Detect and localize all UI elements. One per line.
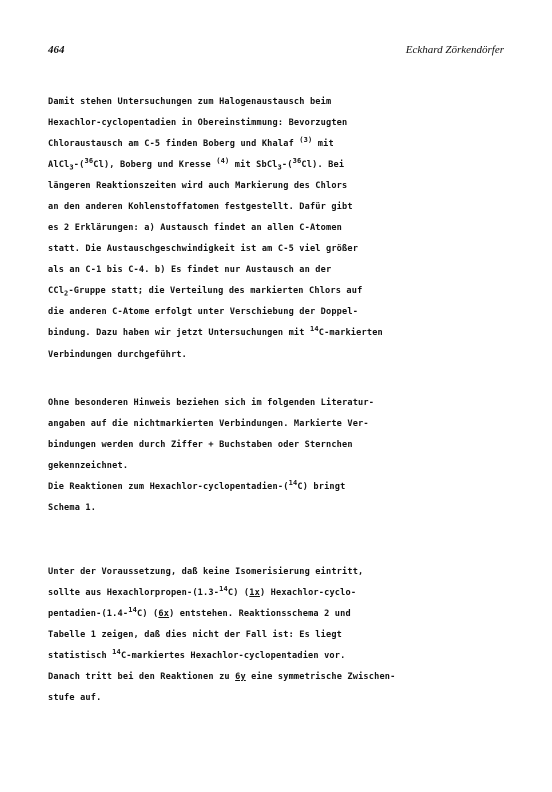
text-line: Damit stehen Untersuchungen zum Halogenaustausch beim [48,97,332,107]
text-line: Unter der Voraussetzung, daß keine Isomerisierung eintritt, [48,567,364,577]
text-line: Verbindungen durchgeführt. [48,350,187,360]
text-line: an den anderen Kohlenstoffatomen festgestellt. Dafür gibt [48,202,353,212]
text-line: bindungen werden durch Ziffer + Buchstaben oder Sternchen [48,440,353,450]
compound-ref: 6x [158,609,170,619]
text-line: es 2 Erklärungen: a) Austausch findet an allen C-Atomen [48,223,343,233]
page-header [48,44,504,60]
text-line: als an C-1 bis C-4. b) Es findet nur Austausch an der [48,265,332,275]
text-line: statistisch $^{14}$C-markiertes Hexachlor-cyclopentadien vor. [48,648,346,661]
running-head: Eckhard Zörkendörfer [405,44,504,56]
text-line: stufe auf. [48,693,102,703]
text-line: Tabelle 1 zeigen, daß dies nicht der Fall ist: Es liegt [48,630,343,640]
text-line: statt. Die Austauschgeschwindigkeit ist am C-5 viel größer [48,244,359,254]
text-line: sollte aus Hexachlorpropen-(1.3-$^{14}$C) (1x) Hexachlor-cyclo- [48,585,357,598]
text-line: Die Reaktionen zum Hexachlor-cyclopentadien-($^{14}$C) bringt [48,479,346,492]
page-number: 464 [48,44,65,56]
citation-ref: (3) [299,136,313,145]
text-line: Schema 1. [48,503,97,513]
text-line: längeren Reaktionszeiten wird auch Markierung des Chlors [48,181,348,191]
text-line: AlCl$_3$-($^{36}$Cl), Boberg und Kresse $^{(4)}$ mit SbCl$_3$-($^{36}$Cl). Bei [48,157,345,172]
text-line: bindung. Dazu haben wir jetzt Untersuchungen mit $^{14}$C-markierten [48,325,383,338]
text-line: die anderen C-Atome erfolgt unter Verschiebung der Doppel- [48,307,359,317]
text-line: gekennzeichnet. [48,461,129,471]
text-line: CCl$_2$-Gruppe statt; die Verteilung des markierten Chlors auf [48,286,363,298]
text-line: Ohne besonderen Hinweis beziehen sich im folgenden Literatur- [48,398,375,408]
citation-ref: (4) [216,157,230,166]
compound-ref: 1x [249,588,260,598]
text-line: Hexachlor-cyclopentadien in Obereinstimmung: Bevorzugten [48,118,348,128]
compound-ref: 6y [235,672,246,682]
text-line: angaben auf die nichtmarkierten Verbindungen. Markierte Ver- [48,419,369,429]
text-line: pentadien-(1.4-$^{14}$C) (6x) entstehen. Reaktionsschema 2 und [48,606,351,619]
text-line: Chloraustausch am C-5 finden Boberg und Khalaf $^{(3)}$ mit [48,136,334,149]
text-line: Danach tritt bei den Reaktionen zu 6y eine symmetrische Zwischen- [48,672,396,682]
